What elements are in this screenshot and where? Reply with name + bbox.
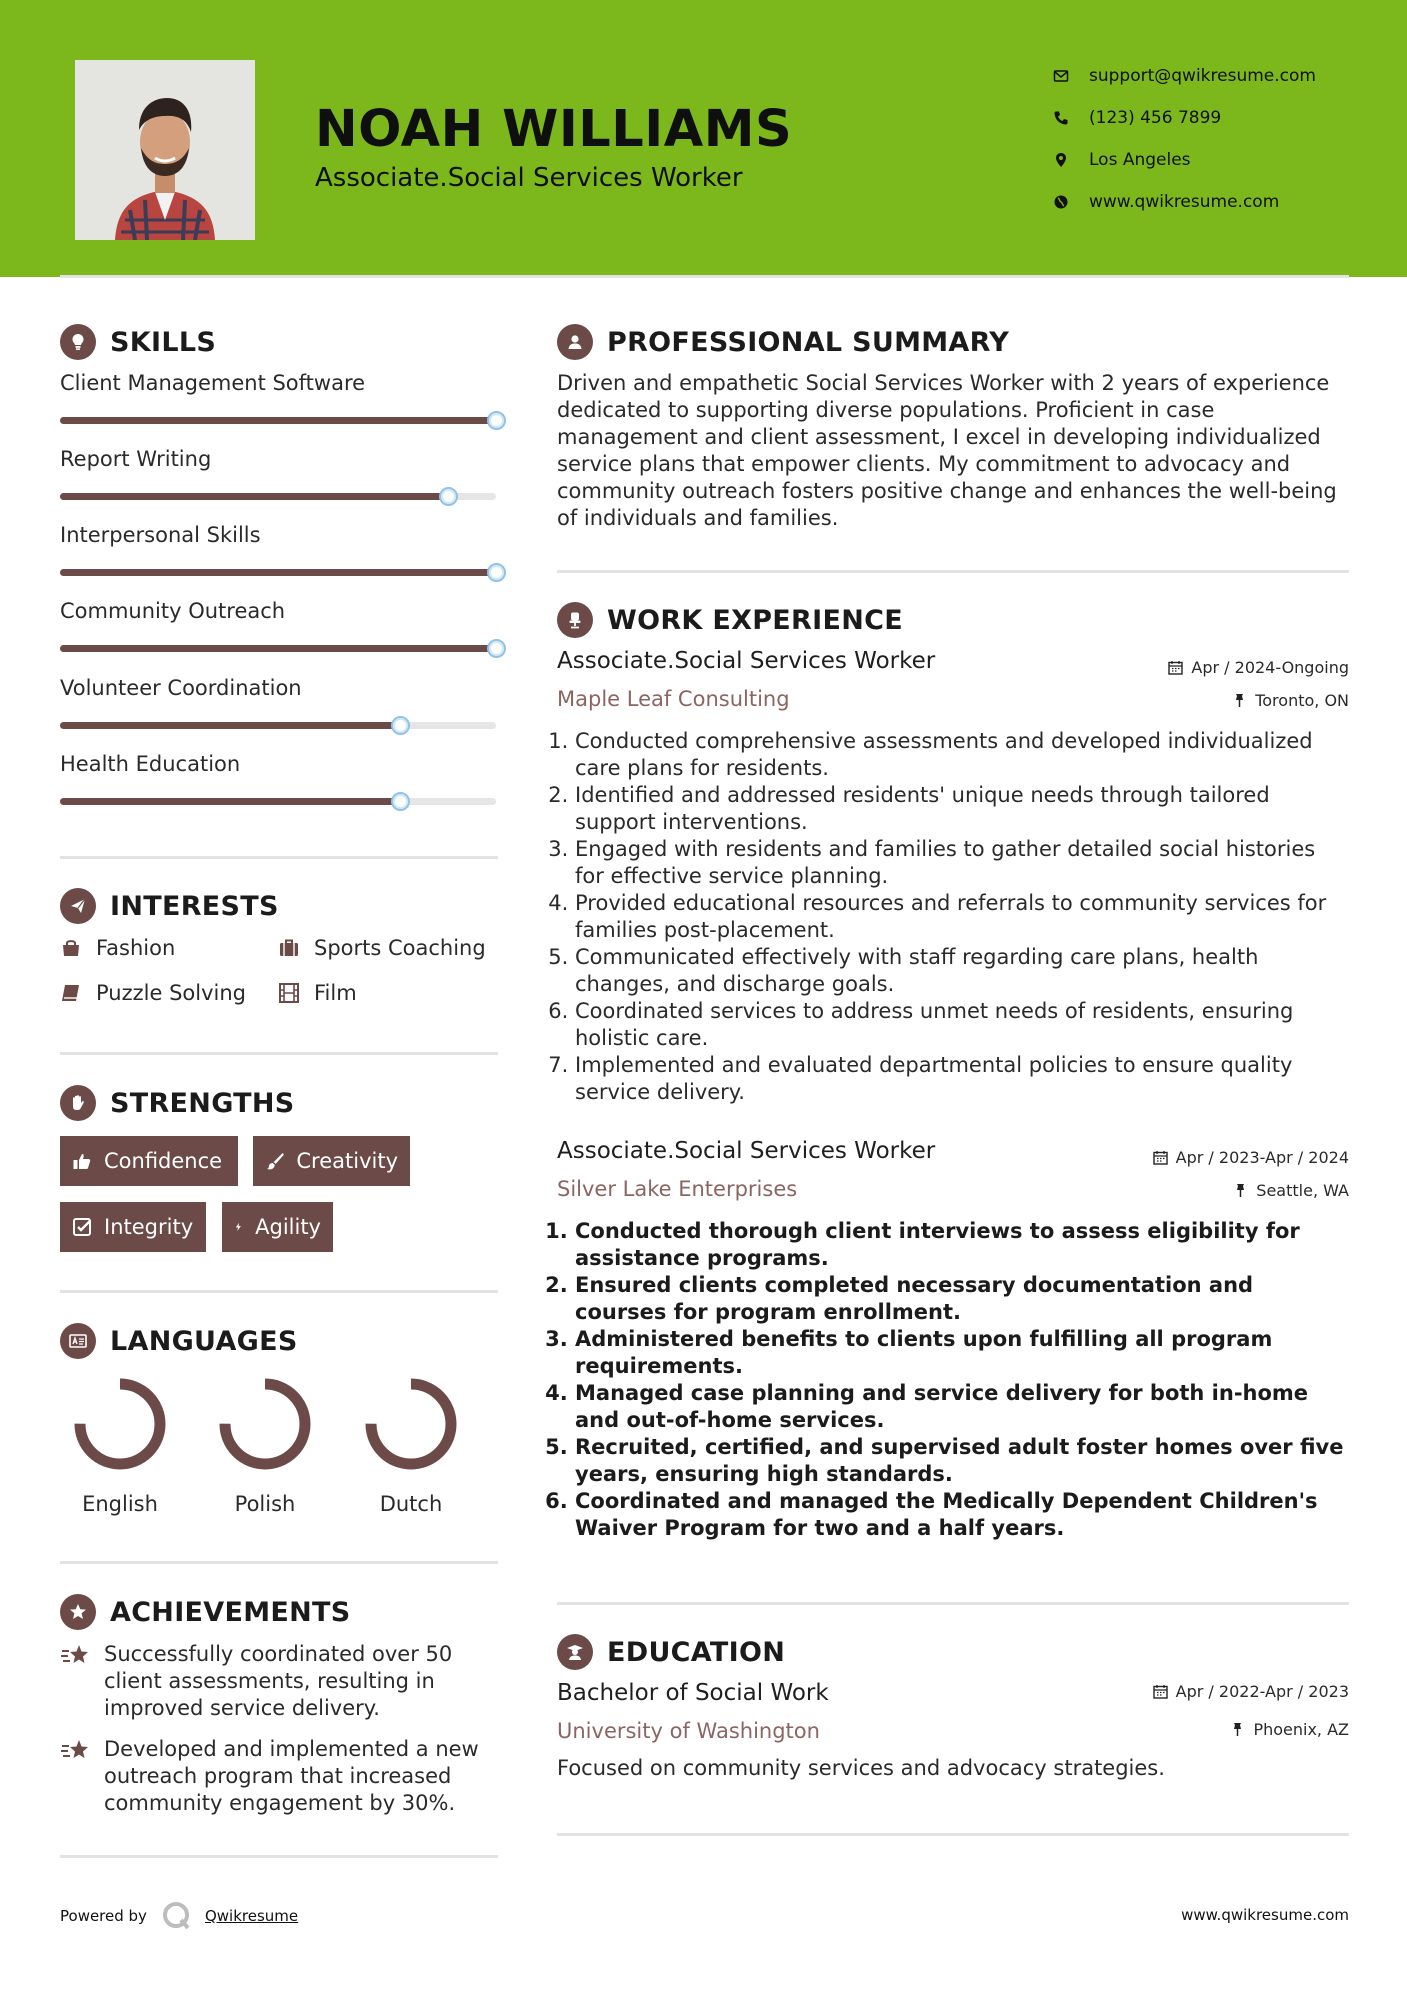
strength-label: Agility [255,1215,321,1239]
education-dates [1153,1682,1349,1701]
section-divider [557,1602,1349,1605]
duty-item: 4. Provided educational resources and referrals to community services for families post-placement. [575,890,1349,944]
skill-bar-fill [60,569,496,576]
skill-bar-fill [60,722,400,729]
section-divider [557,1833,1349,1836]
strengths-title: STRENGTHS [110,1087,295,1119]
map-marker-icon [1050,149,1072,171]
language-label: Dutch [379,1492,443,1516]
interest-item [278,981,357,1005]
profile-photo [75,60,255,240]
interest-item [60,936,175,960]
strength-chip [253,1136,410,1186]
languages-title: LANGUAGES [110,1325,298,1357]
section-divider [60,1855,498,1858]
skill-name: Community Outreach [60,599,286,623]
interest-label: Film [314,981,357,1005]
language-icon [60,1323,96,1359]
calendar-icon [1153,1684,1168,1699]
section-divider [60,1561,498,1564]
globe-icon [1050,191,1072,213]
language-item [205,1374,325,1516]
duty-item: 3. Administered benefits to clients upon fulfilling all program requirements. [575,1326,1349,1380]
strength-chip [60,1202,206,1252]
education-location [1230,1720,1349,1739]
duty-item: 6. Coordinated services to address unmet needs of residents, ensuring holistic care. [575,998,1349,1052]
strength-chip [60,1136,238,1186]
header-divider [60,275,1349,278]
job-location [1233,1181,1349,1200]
brand-link[interactable]: Qwikresume [204,1907,299,1925]
job-location-text: Seattle, WA [1256,1181,1349,1200]
duty-item: 7. Implemented and evaluated departmental policies to ensure quality service delivery. [575,1052,1349,1106]
degree-title: Bachelor of Social Work [557,1680,829,1706]
job-company: Maple Leaf Consulting [557,687,790,711]
achievement-text: Successfully coordinated over 50 client assessments, resulting in improved service delivery. [104,1642,453,1720]
contact-email[interactable] [1050,55,1316,97]
user-icon [557,324,593,360]
duty-item: 4. Managed case planning and service delivery for both in-home and out-of-home services. [575,1380,1349,1434]
qwikresume-logo-icon [161,1900,193,1932]
skill-bar-knob [391,716,410,735]
skill-bar [60,645,496,652]
job-dates [1168,658,1349,677]
language-label: Polish [234,1492,296,1516]
interest-label: Puzzle Solving [96,981,246,1005]
summary-title: PROFESSIONAL SUMMARY [607,326,1010,358]
education-location-text: Phoenix, AZ [1253,1720,1349,1739]
skill-bar [60,722,496,729]
achievement-item [60,1641,498,1722]
achievements-heading [60,1594,351,1630]
language-label: English [82,1492,158,1516]
candidate-role: Associate.Social Services Worker [315,163,743,193]
job-duties [557,1218,1349,1542]
languages-heading [60,1323,298,1359]
duty-item: 6. Coordinated and managed the Medically Dependent Children's Waiver Program for two and a half years. [575,1488,1349,1542]
star-icon [60,1643,92,1669]
graduate-icon [557,1634,593,1670]
language-item [60,1374,180,1516]
envelope-icon [1050,65,1072,87]
skill-bar-knob [487,563,506,582]
strength-chip [222,1202,333,1252]
contact-location-text: Los Angeles [1089,150,1191,170]
star-icon [60,1738,92,1764]
skill-bar-fill [60,798,400,805]
skill-bar [60,798,496,805]
footer-powered-by [60,1900,298,1932]
education-heading [557,1634,785,1670]
contact-phone[interactable] [1050,97,1316,139]
contact-phone-text: (123) 456 7899 [1089,108,1222,128]
strengths-heading [60,1085,295,1121]
duty-item: 5. Communicated effectively with staff regarding care plans, health changes, and discharge goals. [575,944,1349,998]
interest-label: Sports Coaching [314,936,486,960]
skill-bar [60,569,496,576]
interest-item [278,936,486,960]
school-name: University of Washington [557,1719,820,1743]
contact-email-text: support@qwikresume.com [1089,66,1316,86]
film-icon [278,982,300,1004]
skill-name: Interpersonal Skills [60,523,261,547]
calendar-icon [1153,1150,1168,1165]
skill-name: Volunteer Coordination [60,676,302,700]
job-dates-text: Apr / 2023-Apr / 2024 [1175,1148,1349,1167]
section-divider [60,856,498,859]
contact-website[interactable] [1050,181,1316,223]
phone-icon [1050,107,1072,129]
language-item [351,1374,471,1516]
powered-by-label: Powered by [60,1907,147,1925]
job-location-text: Toronto, ON [1255,691,1349,710]
pushpin-icon [1232,693,1247,708]
section-divider [60,1290,498,1293]
strength-label: Creativity [296,1149,398,1173]
skills-title: SKILLS [110,326,217,358]
skill-name: Report Writing [60,447,212,471]
interests-heading [60,888,279,924]
strength-label: Confidence [104,1149,223,1173]
summary-text: Driven and empathetic Social Services Worker with 2 years of experience dedicated to supporting diverse populations. Proficient in case management and client assessment, I excel in developing individualized service plans that empower clients. My commitment to advocacy and community outreach fosters positive change and enhances the well-being of individuals and families. [557,371,1337,530]
header-banner [0,0,1407,277]
experience-heading [557,602,903,638]
contact-location [1050,139,1316,181]
interest-item [60,981,246,1005]
duty-item: 1. Conducted thorough client interviews to assess eligibility for assistance programs. [575,1218,1349,1272]
language-ring [215,1374,315,1474]
achievements-title: ACHIEVEMENTS [110,1596,351,1628]
skill-bar-fill [60,645,496,652]
language-ring [70,1374,170,1474]
duty-item: 1. Conducted comprehensive assessments and developed individualized care plans for residents. [575,728,1349,782]
education-description: Focused on community services and advocacy strategies. [557,1756,1165,1780]
job-company: Silver Lake Enterprises [557,1177,798,1201]
pushpin-icon [1233,1183,1248,1198]
education-title: EDUCATION [607,1636,786,1668]
hand-icon [60,1085,96,1121]
bolt-icon [234,1217,243,1237]
star-badge-icon [60,1594,96,1630]
job-dates [1153,1148,1349,1167]
job-title: Associate.Social Services Worker [557,648,936,674]
check-square-icon [72,1217,92,1237]
lightbulb-icon [60,324,96,360]
interest-label: Fashion [96,936,176,960]
office-chair-icon [557,602,593,638]
skill-bar-knob [391,792,410,811]
job-duties [557,728,1349,1106]
education-dates-text: Apr / 2022-Apr / 2023 [1175,1682,1349,1701]
section-divider [557,570,1349,573]
thumbs-up-icon [72,1151,92,1171]
duty-item: 3. Engaged with residents and families to gather detailed social histories for effective service planning. [575,836,1349,890]
interests-title: INTERESTS [110,890,279,922]
skill-bar [60,493,496,500]
skills-heading [60,324,216,360]
paper-plane-icon [60,888,96,924]
skill-bar-knob [487,411,506,430]
duty-item: 5. Recruited, certified, and supervised adult foster homes over five years, ensuring high standards. [575,1434,1349,1488]
achievement-item [60,1736,498,1817]
skill-bar-knob [487,639,506,658]
paint-brush-icon [265,1151,284,1171]
summary-heading [557,324,1009,360]
skill-bar-knob [439,487,458,506]
job-dates-text: Apr / 2024-Ongoing [1191,658,1349,677]
skill-bar-fill [60,417,496,424]
footer-website[interactable]: www.qwikresume.com [1181,1906,1349,1924]
calendar-icon [1168,660,1183,675]
contact-list [1050,55,1316,223]
pushpin-icon [1230,1722,1245,1737]
strength-label: Integrity [104,1215,194,1239]
book-icon [60,982,82,1004]
skill-bar-fill [60,493,448,500]
job-title: Associate.Social Services Worker [557,1138,936,1164]
briefcase-icon [278,937,300,959]
contact-website-text: www.qwikresume.com [1089,192,1280,212]
achievement-text: Developed and implemented a new outreach program that increased community engagement by 30%. [104,1737,479,1815]
skill-name: Client Management Software [60,371,366,395]
job-location [1232,691,1349,710]
skill-name: Health Education [60,752,241,776]
experience-title: WORK EXPERIENCE [607,604,903,636]
candidate-name: NOAH WILLIAMS [315,100,793,159]
language-ring [361,1374,461,1474]
duty-item: 2. Ensured clients completed necessary documentation and courses for program enrollment. [575,1272,1349,1326]
skill-bar [60,417,496,424]
section-divider [60,1052,498,1055]
shopping-bag-icon [60,937,82,959]
duty-item: 2. Identified and addressed residents' unique needs through tailored support interventions. [575,782,1349,836]
